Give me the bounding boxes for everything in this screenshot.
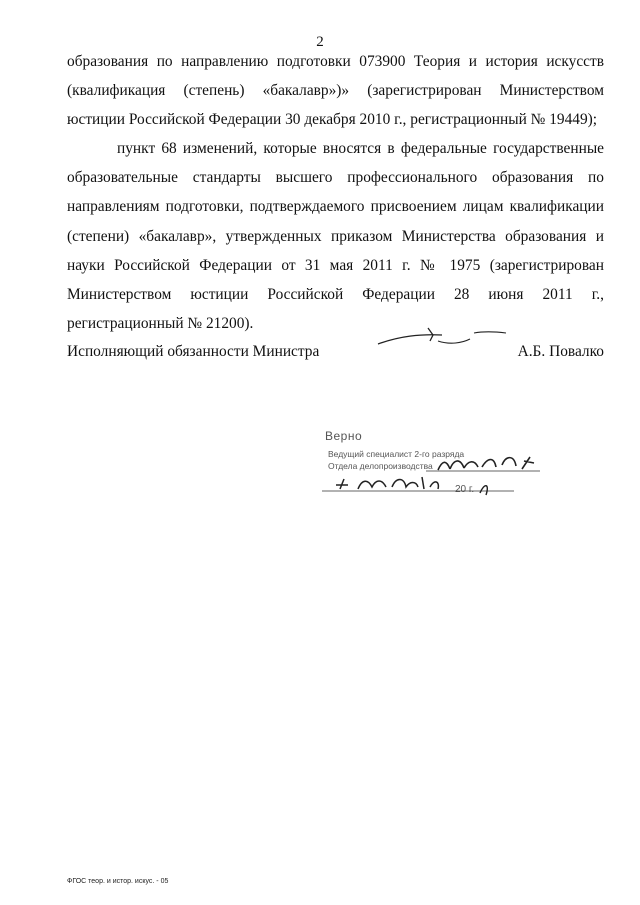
signature-scribble [370, 322, 510, 352]
stamp-position-line: Ведущий специалист 2-го разряда [328, 449, 465, 459]
page-number: 2 [316, 34, 324, 50]
paragraph-2: пункт 68 изменений, которые вносятся в федеральные государственные образовательные стандарты высшего профессионального образования по направлениям подготовки, подтверждаемого присвоением лицам квалификации (степени) «бакалавр», утвержденных приказом Министерства образования и науки Российской Федерации от 31 мая 2011 г. № 1975 (зарегистрирован Министерством юстиции Российской Федерации 28 июня 2011 г., регистрационный № 21200). [67, 140, 604, 333]
document-footer: ФГОС теор. и истор. искус. - 05 [67, 878, 169, 885]
signer-name: А.Б. Повалко [517, 343, 604, 360]
certification-stamp [318, 425, 548, 505]
paragraph-1: образования по направлению подготовки 073900 Теория и история искусств (квалификация (степень) «бакалавр»)» (зарегистрирован Министерством юстиции Российской Федерации 30 декабря 2010 г., регистрационный № 19449); [67, 53, 604, 129]
stamp-title: Верно [325, 429, 363, 443]
stamp-year: 20 г. [455, 484, 475, 495]
stamp-department-line: Отдела делопроизводства [328, 461, 433, 471]
signer-role: Исполняющий обязанности Министра [67, 343, 320, 360]
handwritten-signature-icon [318, 425, 548, 505]
